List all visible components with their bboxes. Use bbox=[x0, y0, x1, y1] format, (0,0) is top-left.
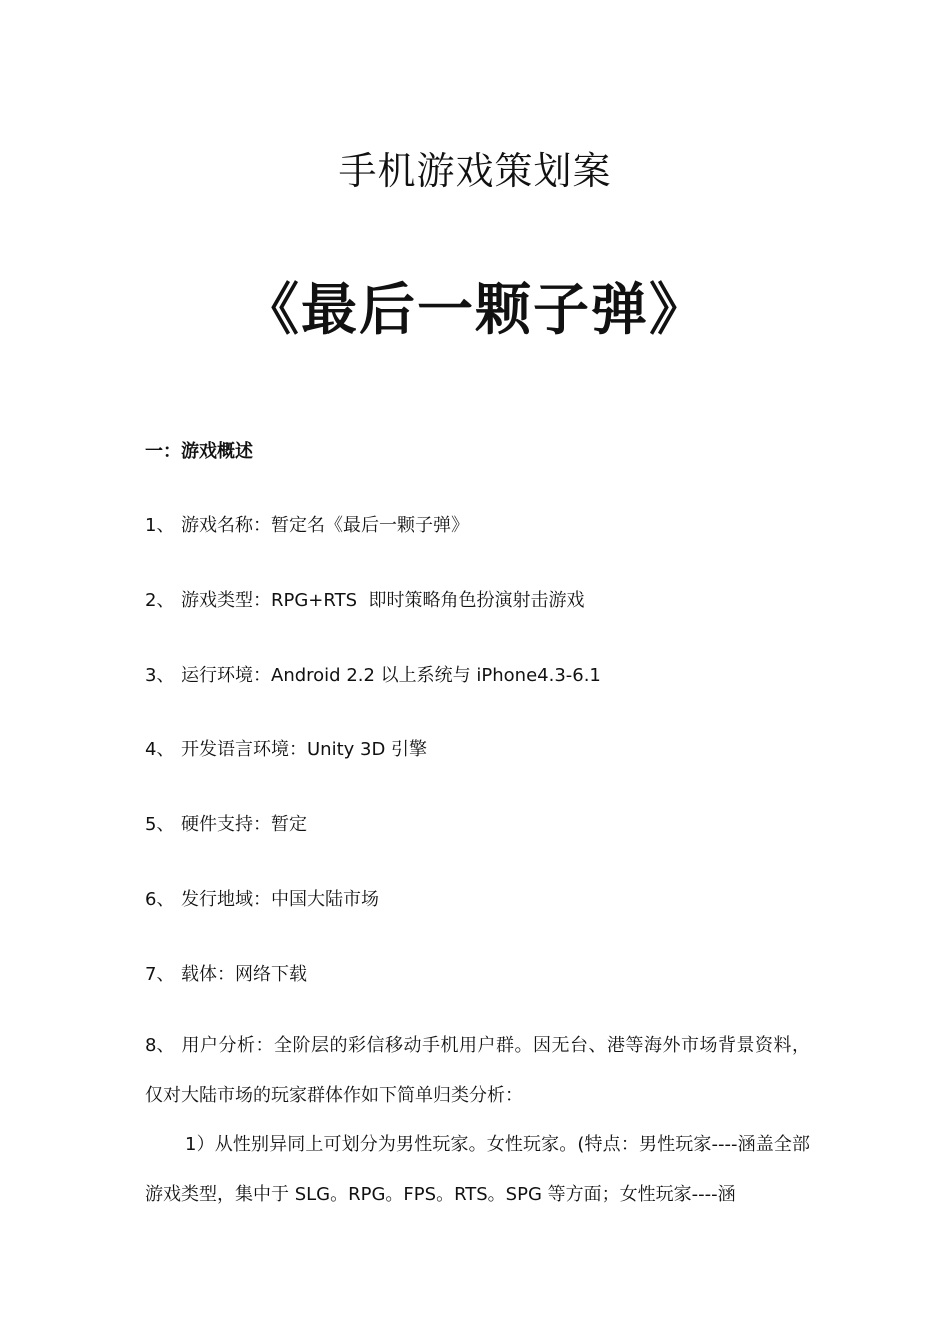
list-item bbox=[145, 511, 469, 537]
list-item-text: 硬件支持：暂定 bbox=[181, 814, 307, 835]
list-item-text: 开发语言环境：Unity 3D 引擎 bbox=[181, 739, 428, 760]
list-item-number: 6、 bbox=[145, 889, 175, 910]
list-item bbox=[145, 810, 307, 836]
list-item bbox=[145, 960, 307, 986]
list-item bbox=[145, 885, 379, 911]
list-item-number: 4、 bbox=[145, 739, 175, 760]
list-item-user-analysis bbox=[145, 1021, 810, 1121]
list-item-number: 3、 bbox=[145, 665, 175, 686]
document-title: 手机游戏策划案 bbox=[338, 149, 612, 193]
list-item bbox=[145, 586, 584, 612]
list-item-number: 8、 bbox=[145, 1035, 175, 1056]
sub-paragraph: 1）从性别异同上可划分为男性玩家。女性玩家。(特点：男性玩家----涵盖全部游戏类型，集中于 SLG。RPG。FPS。RTS。SPG 等方面；女性玩家----涵 bbox=[145, 1134, 810, 1205]
section-heading: 一：游戏概述 bbox=[145, 441, 253, 462]
list-item-text: 发行地域：中国大陆市场 bbox=[181, 889, 379, 910]
list-item-number: 7、 bbox=[145, 964, 175, 985]
list-item-number: 5、 bbox=[145, 814, 175, 835]
list-item bbox=[145, 735, 427, 761]
list-item-text: 用户分析：全阶层的彩信移动手机用户群。因无台、港等海外市场背景资料，仅对大陆市场的玩家群体作如下简单归类分析： bbox=[145, 1035, 810, 1106]
list-item-text: 载体：网络下载 bbox=[181, 964, 307, 985]
list-item-text: 游戏名称：暂定名《最后一颗子弹》 bbox=[181, 515, 469, 536]
list-item-number: 2、 bbox=[145, 590, 175, 611]
list-item-text: 游戏类型：RPG+RTS 即时策略角色扮演射击游戏 bbox=[181, 590, 585, 611]
list-item-text: 运行环境：Android 2.2 以上系统与 iPhone4.3-6.1 bbox=[181, 665, 601, 686]
game-title: 《最后一颗子弹》 bbox=[243, 278, 707, 343]
list-item bbox=[145, 661, 601, 687]
list-item-number: 1、 bbox=[145, 515, 175, 536]
